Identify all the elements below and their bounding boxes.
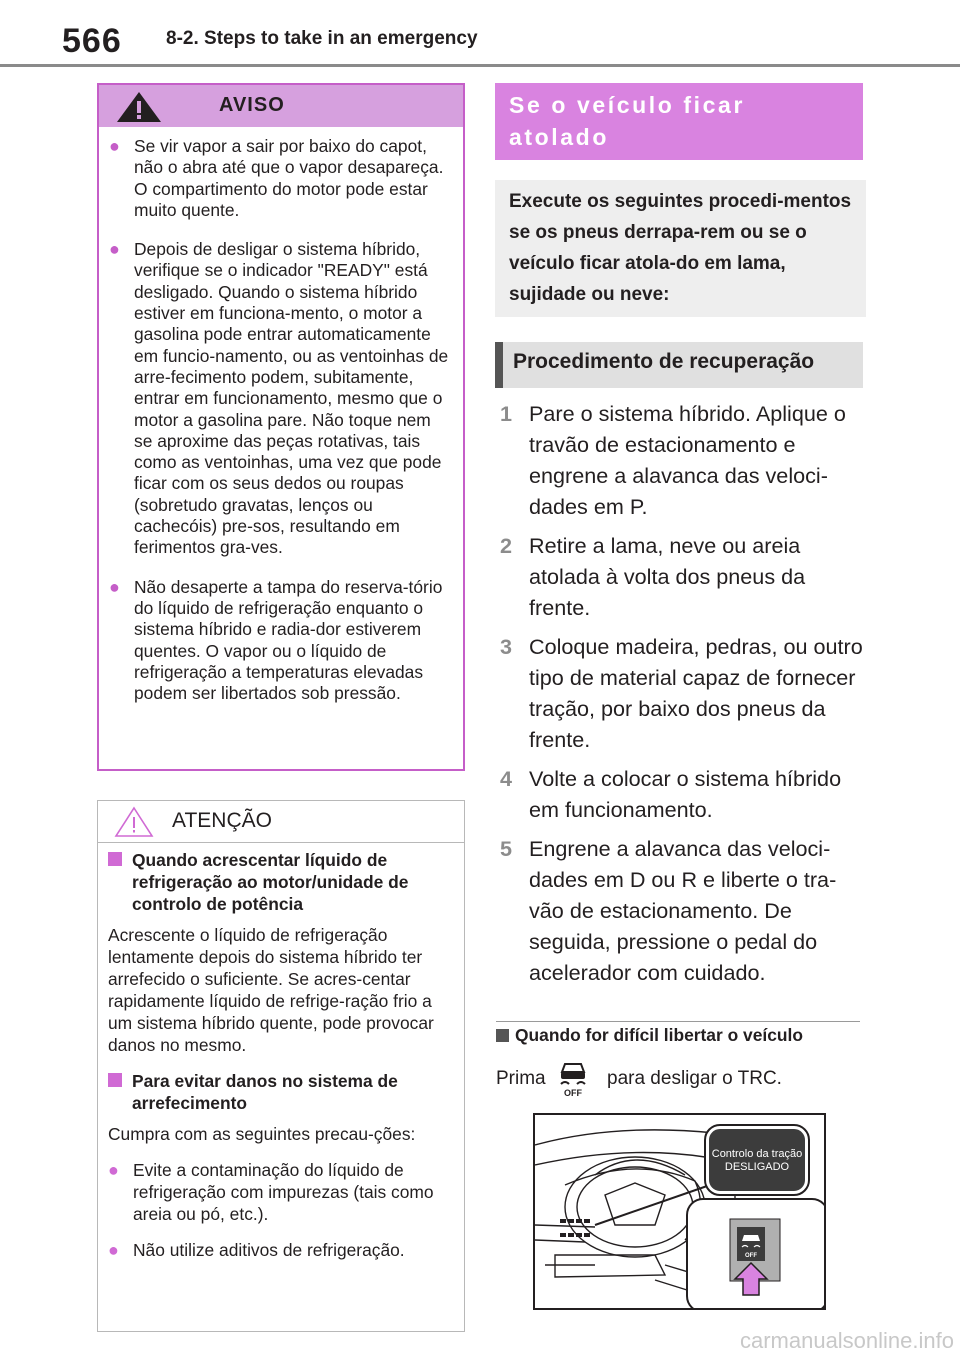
warning-bullet-text: Não desaperte a tampa do reserva-tório do líquido de refrigeração enquanto o sistema híbrido e radia-dor estiverem quentes. O vapor ou o líquido de refrigeração a temperaturas elevadas podem ser libertados sob pressão. — [134, 576, 443, 704]
sub-heading-text: Quando for difícil libertar o veículo — [515, 1025, 803, 1045]
step-number: 1 — [500, 401, 513, 426]
steps-list — [496, 398, 868, 996]
step-number: 4 — [500, 766, 513, 791]
warning-triangle-icon — [115, 90, 163, 124]
prima-text-before: Prima — [496, 1068, 546, 1089]
step-number: 5 — [500, 836, 513, 861]
step-text: Engrene a alavanca das veloci-dades em D ou R e liberte o tra-vão de estacionamento. De seguida, pressione o pedal do acelerador com cuidado. — [529, 836, 837, 985]
trc-off-icon — [556, 1060, 590, 1098]
warning-header — [99, 85, 463, 127]
prima-text-after: para desligar o TRC. — [607, 1068, 782, 1089]
warning-bullet — [109, 577, 453, 705]
watermark: carmanualsonline.info — [739, 1328, 954, 1353]
warning-bullet — [109, 239, 453, 558]
step-text: Coloque madeira, pedras, ou outro tipo de material capaz de fornecer tração, por baixo dos pneus da frente. — [529, 634, 863, 752]
bullet-dot-icon: ● — [108, 1240, 119, 1260]
trc-icon-label: OFF — [564, 1088, 582, 1098]
warning-bullet-text: Se vir vapor a sair por baixo do capot, não o abra até que o vapor desapareça. O compartimento do motor pode estar muito quente. — [134, 136, 444, 220]
caution-triangle-icon — [114, 806, 154, 838]
step-text: Pare o sistema híbrido. Aplique o travão de estacionamento e engrene a alavanca das veloci-dades em P. — [529, 401, 846, 519]
sub-heading-rule — [496, 1021, 860, 1022]
callout-line-2: DESLIGADO — [724, 1161, 790, 1173]
warning-title: AVISO — [219, 94, 285, 116]
trc-button-label: OFF — [745, 1253, 757, 1259]
caution-box — [97, 800, 465, 1332]
warning-bullet — [109, 136, 453, 221]
square-bullet-icon — [108, 1073, 122, 1087]
step-number: 2 — [500, 533, 513, 558]
step-item — [496, 530, 868, 623]
warning-bullet-text: Depois de desligar o sistema híbrido, verifique se o indicador "READY" está desligado. Quando o sistema híbrido estiver em funciona-mento, o motor a gasolina pode entrar automaticamente em funcio-namento, ou as ventoinhas de arre-fecimento podem, subitamente, entrar em funcionamento, mesmo que o motor a gasolina pare. Não toque nem se aproxime das peças rotativas, tais como as ventoinhas, uma vez que pode ficar com os seus dedos ou roupas (sobretudo gravatas, lenços ou cachecóis) pre-sos, resultando em ferimentos gra-ves. — [134, 239, 449, 558]
step-item — [496, 833, 868, 988]
caution-bullet-text: Evite a contaminação do líquido de refrigeração com impurezas (tais como areia ou pó, etc.). — [133, 1160, 434, 1224]
caution-bullet-text: Não utilize aditivos de refrigeração. — [133, 1240, 405, 1260]
caution-bullet — [108, 1159, 454, 1225]
bullet-dot-icon: ● — [109, 136, 120, 156]
caution-bullet — [108, 1239, 454, 1261]
step-text: Retire a lama, neve ou areia atolada à volta dos pneus da frente. — [529, 533, 806, 620]
warning-box — [97, 83, 465, 771]
caution-heading-text: Quando acrescentar líquido de refrigeração ao motor/unidade de controlo de potência — [132, 850, 409, 914]
caution-paragraph: Acrescente o líquido de refrigeração lentamente depois do sistema híbrido ter arrefecido o suficiente. Se acres-centar rapidamente líquido de refrige-ração frio a um sistema híbrido quente, pode provocar danos no mesmo. — [108, 925, 434, 1055]
procedure-heading: Procedimento de recuperação — [495, 342, 863, 388]
caution-title: ATENÇÃO — [172, 809, 272, 832]
caution-heading — [108, 1070, 454, 1114]
section-heading: Se o veículo ficar atolado — [495, 83, 863, 160]
caution-heading-text: Para evitar danos no sistema de arrefecimento — [132, 1071, 398, 1113]
square-bullet-icon — [108, 852, 122, 866]
bullet-dot-icon: ● — [109, 576, 120, 597]
section-title: 8-2. Steps to take in an emergency — [166, 28, 478, 49]
header-rule — [0, 64, 960, 67]
square-bullet-icon — [496, 1029, 509, 1042]
caution-heading — [108, 849, 454, 915]
caution-paragraph: Cumpra com as seguintes precau-ções: — [108, 1124, 416, 1144]
bullet-dot-icon: ● — [109, 239, 120, 260]
trc-callout — [706, 1126, 808, 1194]
callout-line-1: Controlo da tração — [711, 1148, 803, 1160]
bullet-dot-icon: ● — [108, 1160, 119, 1180]
sub-heading — [496, 1025, 803, 1046]
page-number: 566 — [62, 22, 122, 60]
step-item — [496, 631, 868, 755]
step-number: 3 — [500, 634, 513, 659]
step-text: Volte a colocar o sistema híbrido em funcionamento. — [529, 766, 842, 822]
step-item — [496, 398, 868, 522]
step-item — [496, 763, 868, 825]
intro-box: Execute os seguintes procedi-mentos se os pneus derrapa-rem ou se o veículo ficar atola-do em lama, sujidade ou neve: — [495, 180, 866, 317]
caution-header — [98, 801, 464, 843]
